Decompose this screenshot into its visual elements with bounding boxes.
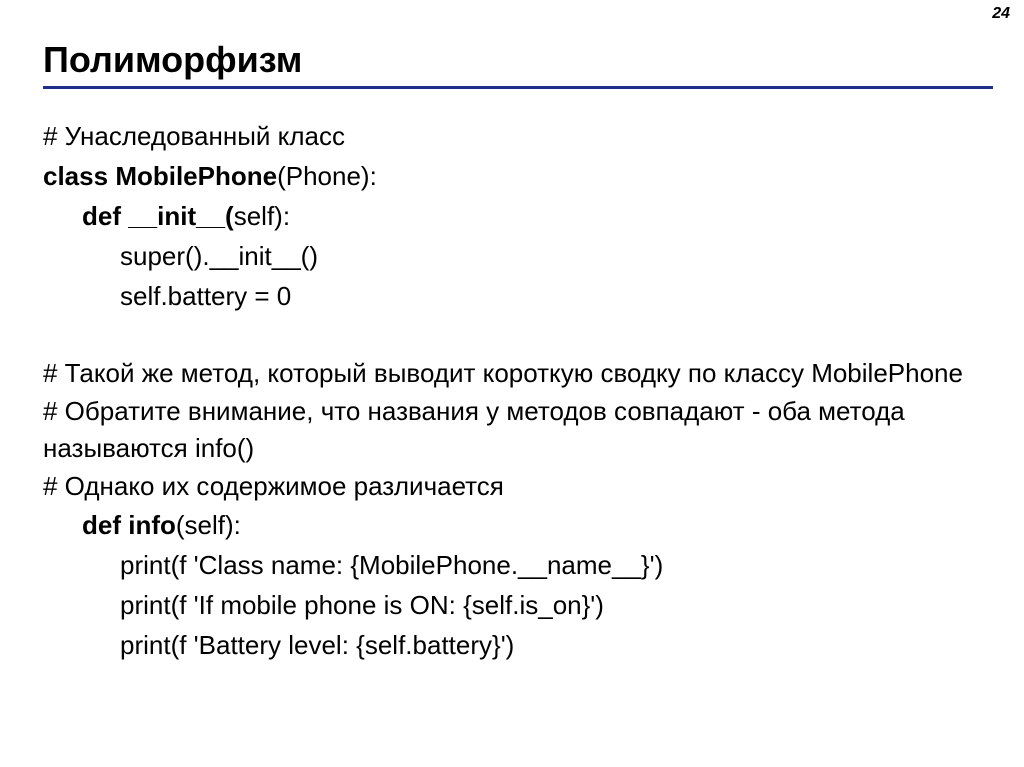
init-def-keyword: def __init__( [82,201,234,231]
class-keyword: class [43,161,109,191]
class-declaration [43,156,1003,196]
comment-same-method: # Такой же метод, который выводит короткую сводку по классу MobilePhone [43,358,963,388]
class-name: MobilePhone [115,161,278,191]
init-def-params: self): [233,201,291,231]
init-definition [43,196,1003,236]
super-init-call: super().__init__() [120,241,318,271]
comment-method-names: # Обратите внимание, что названия у методов совпадают - оба метода называются info() [43,395,905,464]
page-number: 24 [992,5,1010,22]
comment-content-differs: # Однако их содержимое различается [43,470,504,501]
print-is-on: print(f 'If mobile phone is ON: {self.is_on}') [120,590,604,621]
info-def-params: (self): [175,510,241,541]
info-definition [43,505,1003,545]
info-def-keyword: def info [82,510,176,541]
class-parent: (Phone): [277,161,377,191]
code-block [43,116,1003,665]
blank-line [43,316,1003,355]
print-battery: print(f 'Battery level: {self.battery}') [120,630,515,661]
battery-assignment: self.battery = 0 [120,281,292,311]
comment-inherited-class: # Унаследованный класс [43,121,345,151]
title-underline [43,86,993,89]
print-class-name: print(f 'Class name: {MobilePhone.__name__}') [120,550,664,581]
slide-title: Полиморфизм [43,39,303,80]
